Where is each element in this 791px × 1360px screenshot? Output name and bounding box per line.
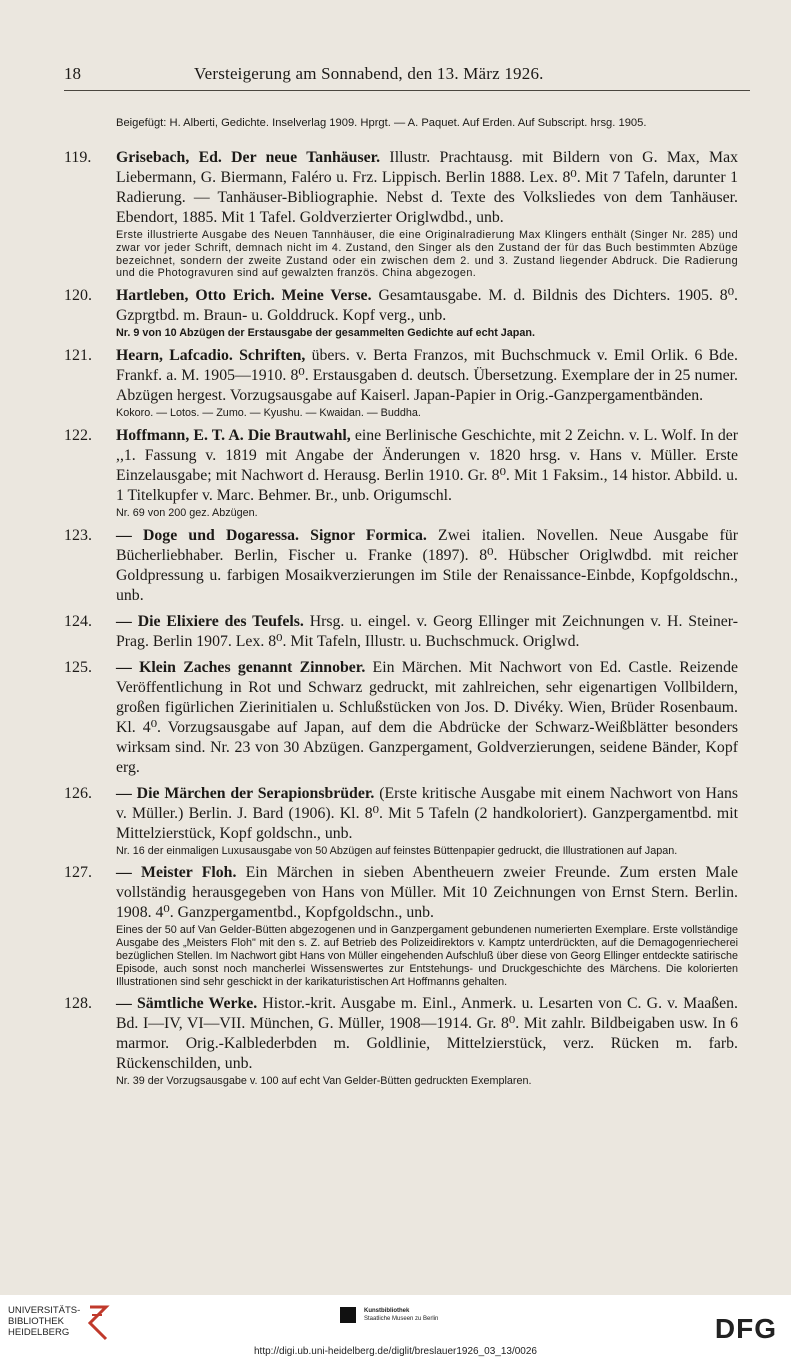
entry-number: 128. (64, 995, 92, 1013)
catalog-entry (64, 426, 738, 520)
entry-body (116, 286, 738, 326)
entry-lead: — Klein Zaches genannt Zinnober. (116, 658, 366, 676)
entry-text: (Erste kritische Ausgabe mit einem Nachwort von Hans v. Müller.) Berlin. J. Bard (1906). Kl. 8⁰. Mit 5 Tafeln (2 handkoloriert). Ganzpergamentbd. mit Mittelzierstück, Kopf goldschn., unb. (116, 784, 739, 842)
entry-text: Histor.-krit. Ausgabe m. Einl., Anmerk. u. Lesarten von C. G. v. Maaßen. Bd. I—IV, VI—VII. München, G. Müller, 1908—1914. Gr. 8⁰. Mit zahlr. Bildbeigaben usw. In 6 marmor. Orig.-Kalblederbden m. Goldlinie, Mittelzierstück, verz. Rücken m. farb. Rückenschilden, unb. (116, 995, 738, 1073)
catalog-entry (64, 863, 738, 988)
entry-lead: Hartleben, Otto Erich. Meine Verse. (116, 287, 372, 305)
entry-body (116, 784, 738, 844)
entry-number: 126. (64, 784, 92, 802)
entry-body (116, 426, 738, 506)
entry-lead: — Sämtliche Werke. (116, 995, 258, 1013)
entry-lead: Hearn, Lafcadio. Schriften, (116, 346, 306, 364)
dfg-logo[interactable]: DFG (714, 1313, 777, 1344)
entry-text: Gesamtausgabe. M. d. Bildnis des Dichters. 1905. 8⁰. Gzprgtbd. m. Braun- u. Golddruck. Kopf verg., unb. (116, 287, 738, 325)
entry-number: 121. (64, 346, 92, 364)
entry-note: Nr. 69 von 200 gez. Abzügen. (116, 506, 258, 519)
library-line: HEIDELBERG (8, 1327, 70, 1338)
entry-number: 122. (64, 426, 92, 444)
catalog-entry (64, 612, 738, 652)
catalog-entry (64, 658, 738, 778)
entry-lead: — Doge und Dogaressa. Signor Formica. (116, 526, 427, 544)
entry-body (116, 148, 738, 228)
catalog-entry (64, 994, 738, 1088)
catalog-entries (64, 148, 738, 1094)
catalog-entry (64, 148, 738, 280)
page-number: 18 (64, 64, 81, 83)
catalog-entry (64, 784, 738, 858)
preamble-note: Beigefügt: H. Alberti, Gedichte. Inselverlag 1909. Hprgt. — A. Paquet. Auf Erden. Auf Subscript. hrsg. 1905. (116, 117, 647, 129)
entry-note: Nr. 16 der einmaligen Luxusausgabe von 50 Abzügen auf feinstes Büttenpapier gedruckt, die Illustrationen auf Japan. (116, 844, 678, 857)
entry-number: 124. (64, 612, 92, 630)
entry-note: Nr. 39 der Vorzugsausgabe v. 100 auf echt Van Gelder-Bütten gedruckten Exemplaren. (116, 1075, 532, 1088)
entry-note: Erste illustrierte Ausgabe des Neuen Tannhäuser, die eine Originalradierung Max Klingers enthält (Singer Nr. 285) und zwar vor jeder Schrift, demnach nicht im 4. Zustand, den Singer als den Zustand der für das Buch bestimmten Abzüge bezeichnet, sondern der zweite Zustand oder ein zwischen dem 2. und 3. Zustand liegender Abdruck. Die Radierung und die Photogravuren sind auf gewalzten französ. China abgezogen. (116, 229, 738, 280)
entry-body (116, 526, 738, 606)
digitization-footer (0, 1295, 791, 1360)
page-header (64, 64, 750, 91)
entry-body (116, 863, 738, 923)
entry-number: 123. (64, 526, 92, 544)
kunstbibliothek-icon (340, 1307, 356, 1323)
entry-lead: Grisebach, Ed. Der neue Tanhäuser. (116, 149, 381, 166)
entry-lead: — Die Märchen der Serapionsbrüder. (116, 784, 375, 802)
kb-line: Staatliche Museen zu Berlin (364, 1316, 439, 1322)
entry-text: Ein Märchen. Mit Nachwort von Ed. Castle. Reizende Veröffentlichung in Rot und Schwarz gedruckt, mit zahlreichen, sehr eigenartigen Vollbildern, großen figürlichen Zierinitialen u. Schlußstücken von Jos. D. Divéky. Wien, Brüder Rosenbaum. Kl. 4⁰. Vorzugsausgabe auf Japan, auf dem die Abdrücke der Schwarz-Weißblätter besonders wirksam sind. Nr. 23 von 30 Abzügen. Ganzpergament, Goldverzierungen, seidene Bänder, Kopf erg. (116, 658, 738, 776)
kunstbibliothek-logo[interactable] (340, 1307, 470, 1337)
entry-text: Hrsg. u. eingel. v. Georg Ellinger mit Zeichnungen v. H. Steiner-Prag. Berlin 1907. Lex. 8⁰. Mit Tafeln, Illustr. u. Buchschmuck. Origlwd. (116, 612, 738, 650)
entry-text: Ein Märchen in sieben Abentheuern zweier Freunde. Zum ersten Male vollständig herausgegeben von Hans von Müller. Mit 10 Zeichnungen von Ernst Stern. Berlin. 1908. 4⁰. Ganzpergamentbd., Kopfgoldschn., unb. (116, 864, 738, 922)
entry-text: Illustr. Prachtausg. mit Bildern von G. Max, Max Liebermann, G. Biermann, Faléro u. Frz. Lippisch. Berlin 1888. Lex. 8⁰. Mit 7 Tafeln, darunter 1 Radierung. — Tanhäuser-Bibliographie. Nebst d. Texte des Volksliedes von dem Tanhäuser. Ebendort, 1885. Mit 1 Tafel. Goldverzierter Origlwdbd., unb. (116, 149, 738, 226)
catalog-entry (64, 346, 738, 420)
entry-number: 125. (64, 658, 92, 676)
entry-note: Nr. 9 von 10 Abzügen der Erstausgabe der gesammelten Gedichte auf echt Japan. (116, 327, 536, 340)
kb-line: Kunstbibliothek (364, 1308, 410, 1314)
entry-text: Zwei italien. Novellen. Neue Ausgabe für Bücherliebhaber. Berlin, Fischer u. Franke (1897). 8⁰. Hübscher Origlwdbd. mit reicher Goldpressung u. farbigen Mosaikverzierungen im Stile der Renaissance-Einbde, Kopfgoldschn., unb. (116, 526, 738, 604)
entry-note: Kokoro. — Lotos. — Zumo. — Kyushu. — Kwaidan. — Buddha. (116, 406, 421, 419)
entry-text: eine Berlinische Geschichte, mit 2 Zeichn. v. L. Wolf. In der ,,1. Fassung v. 1819 mit Angabe der Änderungen v. 1820 hrsg. v. Hans v. Müller. Erste Einzelausgabe; mit Nachwort d. Herausg. Berlin 1910. Gr. 8⁰. Mit 1 Faksim., 14 histor. Abbild. u. 1 Titelkupfer v. Marc. Behmer. Br., unb. Origumschl. (116, 426, 738, 504)
entry-lead: — Die Elixiere des Teufels. (116, 612, 304, 630)
entry-number: 119. (64, 149, 92, 166)
entry-body (116, 346, 738, 406)
library-line: BIBLIOTHEK (8, 1316, 64, 1327)
entry-lead: — Meister Floh. (116, 864, 237, 882)
entry-body (116, 994, 738, 1074)
page-title: Versteigerung am Sonnabend, den 13. März 1926. (194, 64, 544, 83)
entry-note: Eines der 50 auf Van Gelder-Bütten abgezogenen und in Ganzpergament gebundenen numerierten Exemplare. Erste vollständige Ausgabe des „Meisters Floh" mit den s. Z. auf Betrieb des Polizeidirektors v. Kamptz unterdrückten, auf die Demagogenriecherei bezüglichen Stellen. Im Nachwort gibt Hans von Müller eingehenden Aufschluß über diese von Georg Ellinger entdeckte satirische Episode, auch sonst noch mancherlei Wissenswertes zur Entstehungs- und Druckgeschichte des Märchens. Die kolorierten Illustrationen sind sehr geschickt in der karikaturistischen Art Hoffmanns gehalten. (116, 924, 738, 988)
ub-logo-icon (86, 1305, 110, 1341)
entry-number: 120. (64, 287, 92, 305)
entry-body (116, 658, 738, 778)
entry-number: 127. (64, 864, 92, 882)
library-line: UNIVERSITÄTS- (8, 1305, 81, 1316)
entry-lead: Hoffmann, E. T. A. Die Brautwahl, (116, 426, 351, 444)
catalog-entry (64, 286, 738, 340)
entry-body (116, 612, 738, 652)
entry-text: übers. v. Berta Franzos, mit Buchschmuck v. Emil Orlik. 6 Bde. Frankf. a. M. 1905—1910. 8⁰. Erstausgaben d. deutsch. Übersetzung. Exemplare der in 25 numer. Abzügen hergest. Vorzugsausgabe auf Kaiserl. Japan-Papier in Orig.-Ganzpergamentbänden. (116, 346, 739, 404)
catalog-entry (64, 526, 738, 606)
source-url-link[interactable]: http://digi.ub.uni-heidelberg.de/diglit/breslauer1926_03_13/0026 (254, 1346, 537, 1357)
